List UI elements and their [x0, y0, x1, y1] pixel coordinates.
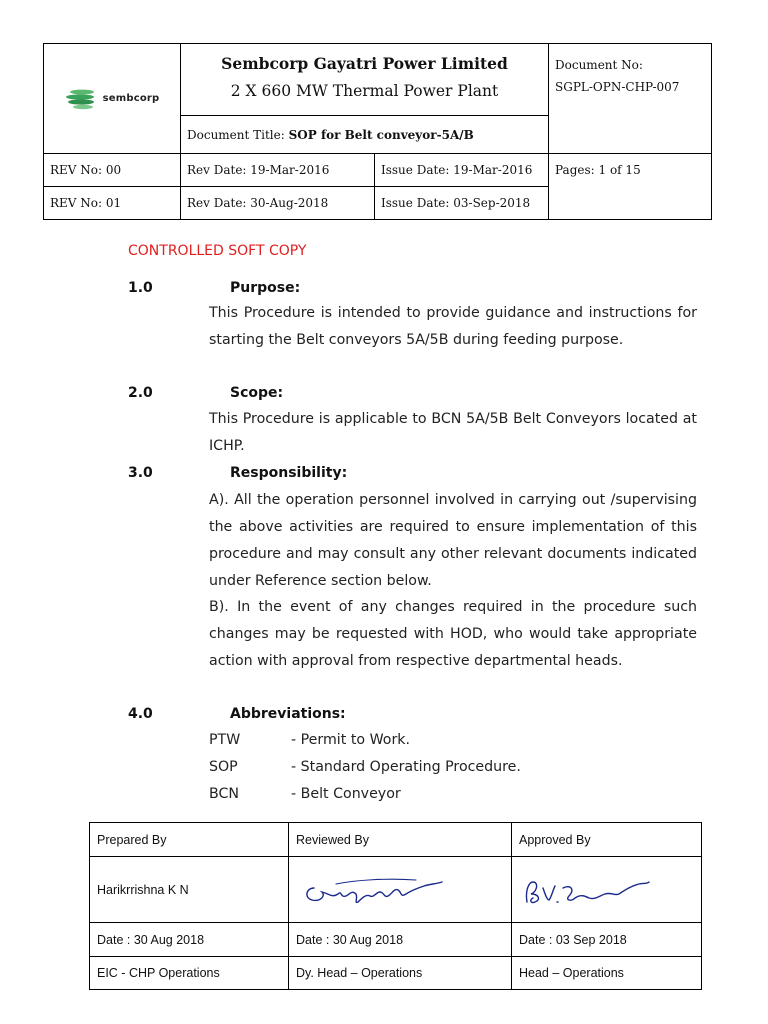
- section-3-number: 3.0: [128, 465, 153, 481]
- document-number-value: SGPL-OPN-CHP-007: [555, 80, 680, 94]
- abbreviation-item: [209, 732, 410, 748]
- sembcorp-logo: [44, 44, 180, 153]
- approved-by-header: Approved By: [512, 823, 702, 857]
- reviewed-by-header: Reviewed By: [289, 823, 512, 857]
- section-3-para-a: A). All the operation personnel involved in carrying out /supervising the above activities are required to ensure implementation of this procedure and may consult any other relevant documents indicated under Reference section below.: [209, 492, 697, 589]
- rev-date-01: Rev Date: 30-Aug-2018: [181, 187, 375, 220]
- abbreviation-term: BCN: [209, 786, 240, 802]
- logo-cell: [44, 44, 181, 154]
- issue-date-01: Issue Date: 03-Sep-2018: [375, 187, 549, 220]
- document-title-label: Document Title:: [187, 127, 285, 142]
- reviewer-signature: [296, 868, 446, 912]
- company-cell: [181, 44, 549, 116]
- section-4-number: 4.0: [128, 706, 153, 722]
- section-1-title: Purpose:: [230, 280, 301, 296]
- section-1-text: This Procedure is intended to provide guidance and instructions for starting the Belt conveyors 5A/5B during feeding purpose.: [209, 305, 697, 348]
- abbreviation-meaning: - Belt Conveyor: [291, 786, 401, 802]
- section-2-title: Scope:: [230, 385, 284, 401]
- logo-text: sembcorp: [102, 93, 160, 104]
- date-prepared: Date : 30 Aug 2018: [90, 923, 289, 957]
- rev-date-00: Rev Date: 19-Mar-2016: [181, 154, 375, 187]
- issue-date-00: Issue Date: 19-Mar-2016: [375, 154, 549, 187]
- abbreviation-meaning: - Permit to Work.: [291, 732, 411, 748]
- section-3-para-b: B). In the event of any changes required in the procedure such changes may be requested with HOD, who would take appropriate action with approval from respective departmental heads.: [209, 599, 697, 669]
- role-approved: Head – Operations: [512, 957, 702, 990]
- preparer-name: Harikrrishna K N: [90, 857, 289, 923]
- abbreviation-term: SOP: [209, 759, 238, 775]
- plant-name: 2 X 660 MW Thermal Power Plant: [230, 82, 499, 100]
- section-4-title: Abbreviations:: [230, 706, 346, 722]
- pages-count: Pages: 1 of 15: [549, 154, 712, 220]
- section-1-number: 1.0: [128, 280, 153, 296]
- approver-signature: [519, 868, 659, 912]
- date-approved: Date : 03 Sep 2018: [512, 923, 702, 957]
- sembcorp-logo-icon: [65, 88, 99, 110]
- document-title-value: SOP for Belt conveyor-5A/B: [288, 127, 474, 142]
- company-name: Sembcorp Gayatri Power Limited: [221, 54, 508, 73]
- abbreviation-item: [209, 759, 521, 775]
- section-2-number: 2.0: [128, 385, 153, 401]
- date-reviewed: Date : 30 Aug 2018: [289, 923, 512, 957]
- reviewer-signature-cell: [289, 857, 512, 923]
- approval-table: [89, 822, 702, 990]
- role-prepared: EIC - CHP Operations: [90, 957, 289, 990]
- abbreviation-item: [209, 786, 401, 802]
- rev-no-01: REV No: 01: [44, 187, 181, 220]
- document-title-cell: [181, 116, 549, 154]
- document-number-cell: [549, 44, 712, 154]
- abbreviation-meaning: - Standard Operating Procedure.: [291, 759, 521, 775]
- rev-no-00: REV No: 00: [44, 154, 181, 187]
- section-2-text: This Procedure is applicable to BCN 5A/5B Belt Conveyors located at ICHP.: [209, 411, 697, 454]
- abbreviation-term: PTW: [209, 732, 241, 748]
- controlled-soft-copy-label: CONTROLLED SOFT COPY: [128, 243, 307, 259]
- approver-signature-cell: [512, 857, 702, 923]
- document-header-table: [43, 43, 712, 220]
- section-3-title: Responsibility:: [230, 465, 348, 481]
- role-reviewed: Dy. Head – Operations: [289, 957, 512, 990]
- document-number-label: Document No:: [555, 58, 643, 72]
- prepared-by-header: Prepared By: [90, 823, 289, 857]
